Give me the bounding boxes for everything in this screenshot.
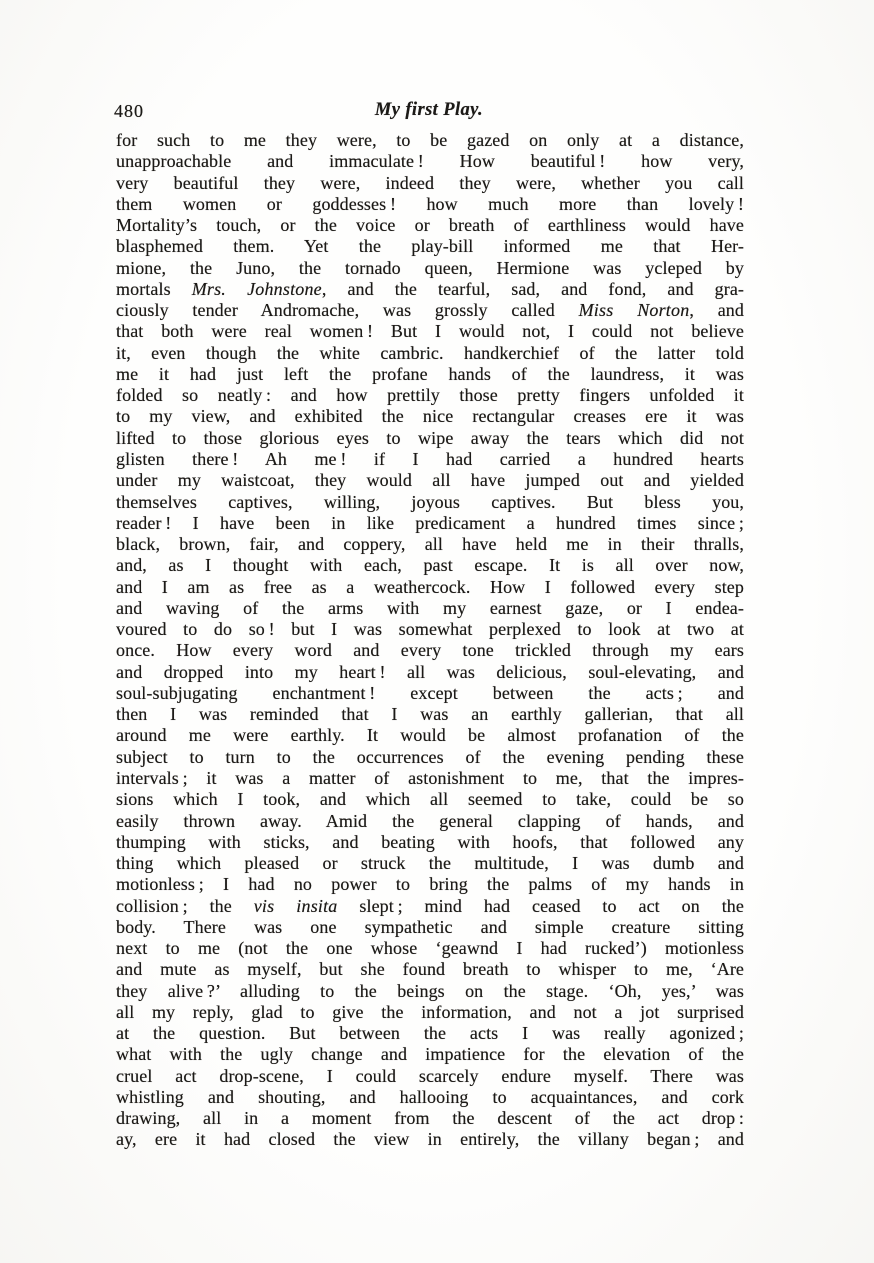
text-line: sions which I took, and which all seemed to take, could be so <box>116 789 744 810</box>
text-line: what with the ugly change and impatience for the elevation of the <box>116 1044 744 1065</box>
text-line: and mute as myself, but she found breath to whisper to me, ‘Are <box>116 959 744 980</box>
text-line: to my view, and exhibited the nice rectangular creases ere it was <box>116 406 744 427</box>
text-line: and waving of the arms with my earnest gaze, or I endea- <box>116 597 744 618</box>
text-line: body. There was one sympathetic and simple creature sitting <box>116 916 744 937</box>
text-line: under my waistcoat, they would all have jumped out and yielded <box>116 470 744 491</box>
text-line: thing which pleased or struck the multitude, I was dumb and <box>116 853 744 874</box>
text-line: motionless ; I had no power to bring the palms of my hands in <box>116 874 744 895</box>
text-line: around me were earthly. It would be almost profanation of the <box>116 725 744 746</box>
text-line: ciously tender Andromache, was grossly called Miss Norton, and <box>116 300 744 321</box>
text-line: soul-subjugating enchantment ! except between the acts ; and <box>116 682 744 703</box>
text-line: blasphemed them. Yet the play-bill informed me that Her- <box>116 236 744 257</box>
text-line: unapproachable and immaculate ! How beautiful ! how very, <box>116 151 744 172</box>
text-line: reader ! I have been in like predicament a hundred times since ; <box>116 512 744 533</box>
text-line: next to me (not the one whose ‘geawnd I had rucked’) motionless <box>116 938 744 959</box>
text-line: Mortality’s touch, or the voice or breath of earthliness would have <box>116 215 744 236</box>
text-line: at the question. But between the acts I was really agonized ; <box>116 1023 744 1044</box>
text-line: glisten there ! Ah me ! if I had carried a hundred hearts <box>116 448 744 469</box>
text-line: easily thrown away. Amid the general clapping of hands, and <box>116 810 744 831</box>
text-line: me it had just left the profane hands of the laundress, it was <box>116 363 744 384</box>
text-line: once. How every word and every tone trickled through my ears <box>116 640 744 661</box>
text-line: mione, the Juno, the tornado queen, Hermione was ycleped by <box>116 257 744 278</box>
running-title: My first Play. <box>374 100 484 120</box>
text-line: it, even though the white cambric. handkerchief of the latter told <box>116 342 744 363</box>
text-line: all my reply, glad to give the information, and not a jot surprised <box>116 1001 744 1022</box>
text-line: very beautiful they were, indeed they were, whether you call <box>116 172 744 193</box>
page-body <box>116 130 744 1151</box>
text-line: ay, ere it had closed the view in entirely, the villany began ; and <box>116 1129 744 1150</box>
page-header <box>114 100 744 124</box>
text-line: collision ; the vis insita slept ; mind had ceased to act on the <box>116 895 744 916</box>
text-line: themselves captives, willing, joyous captives. But bless you, <box>116 491 744 512</box>
text-line: then I was reminded that I was an earthly gallerian, that all <box>116 704 744 725</box>
text-line: thumping with sticks, and beating with hoofs, that followed any <box>116 831 744 852</box>
text-line: them women or goddesses ! how much more than lovely ! <box>116 193 744 214</box>
text-line: and, as I thought with each, past escape. It is all over now, <box>116 555 744 576</box>
text-line: cruel act drop-scene, I could scarcely endure myself. There was <box>116 1065 744 1086</box>
page-number: 480 <box>114 101 144 121</box>
text-line: drawing, all in a moment from the descent of the act drop : <box>116 1108 744 1129</box>
text-line: for such to me they were, to be gazed on only at a distance, <box>116 130 744 150</box>
text-line: folded so neatly : and how prettily those pretty fingers unfolded it <box>116 385 744 406</box>
text-line: intervals ; it was a matter of astonishment to me, that the impres- <box>116 767 744 788</box>
text-line: voured to do so ! but I was somewhat perplexed to look at two at <box>116 619 744 640</box>
text-line: and I am as free as a weathercock. How I followed every step <box>116 576 744 597</box>
text-line: black, brown, fair, and coppery, all have held me in their thralls, <box>116 534 744 555</box>
text-line: mortals Mrs. Johnstone, and the tearful, sad, and fond, and gra- <box>116 278 745 299</box>
text-line: whistling and shouting, and hallooing to acquaintances, and cork <box>116 1086 744 1107</box>
text-line: and dropped into my heart ! all was delicious, soul-elevating, and <box>116 661 744 682</box>
text-line: subject to turn to the occurrences of the evening pending these <box>116 746 744 767</box>
text-line: lifted to those glorious eyes to wipe away the tears which did not <box>116 427 744 448</box>
text-line: they alive ?’ alluding to the beings on the stage. ‘Oh, yes,’ was <box>116 980 744 1001</box>
text-line: that both were real women ! But I would not, I could not believe <box>116 321 744 342</box>
